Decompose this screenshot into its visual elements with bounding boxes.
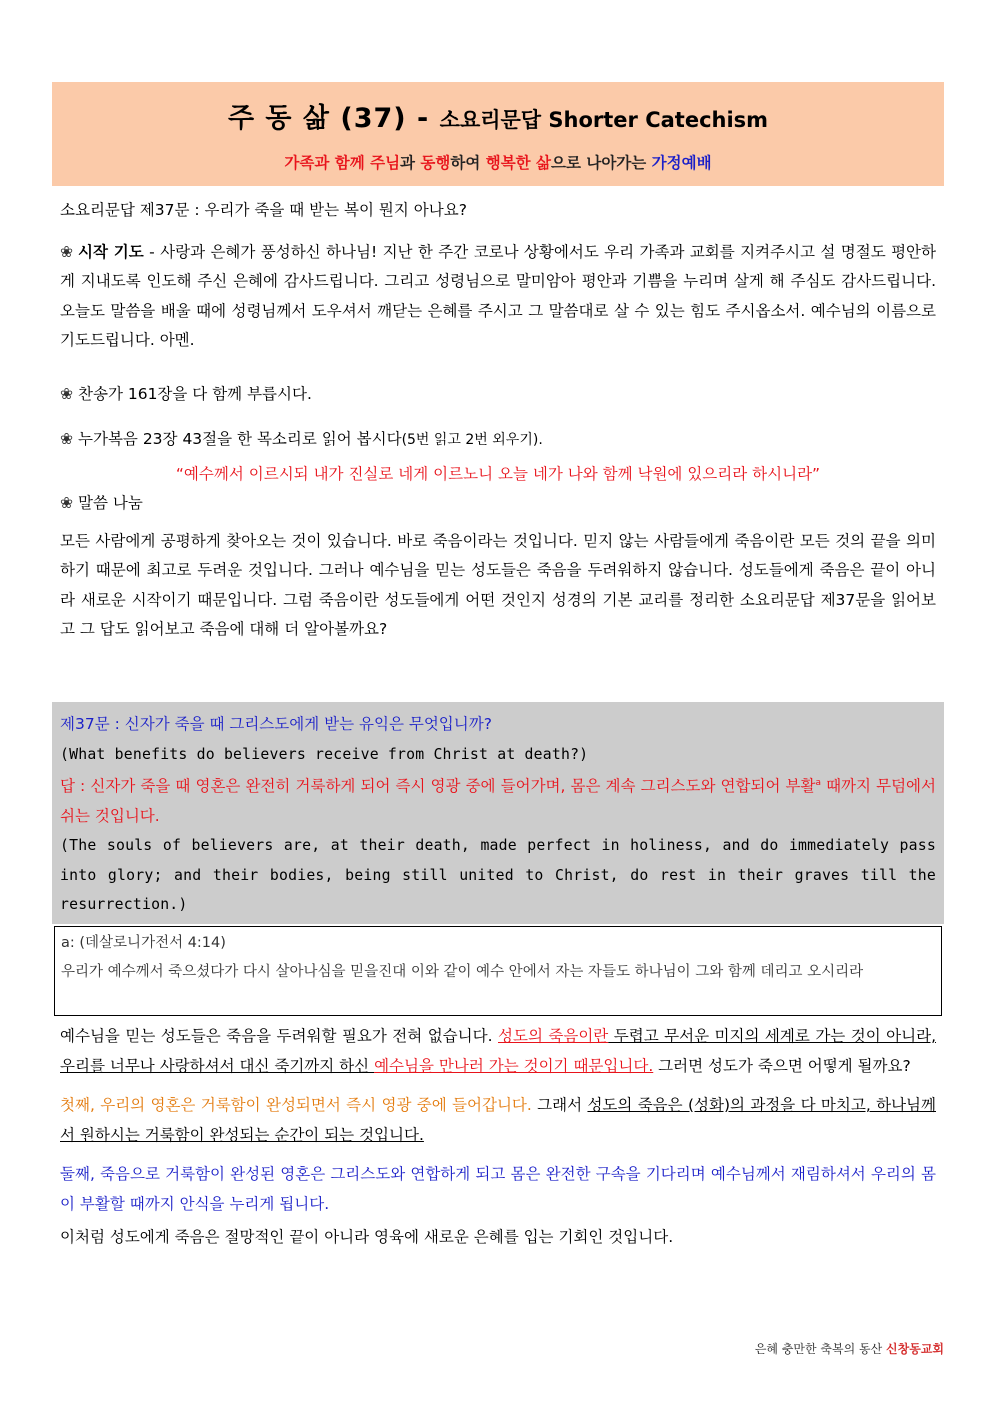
answer-text-2: 때까지 무덤에서 쉬는 것입니다. — [60, 777, 936, 825]
footnote-head: a: (데살로니가전서 4:14) — [61, 935, 226, 951]
first-mid: 그래서 — [531, 1096, 588, 1114]
subtitle-part: 주님 — [370, 154, 401, 172]
footnote-marker: a — [815, 778, 821, 788]
church-name: 신창동교회 — [886, 1342, 944, 1356]
subtitle — [52, 151, 944, 173]
title-sub: 소요리문답 Shorter Catechism — [439, 108, 769, 132]
question-korean: 제37문 : 신자가 죽을 때 그리스도에게 받는 유익은 무엇입니까? — [60, 715, 492, 733]
first-tail: 성도의 죽음은 (성화)의 과정을 다 마치고, 하나님께서 원하시는 거룩함이 완성되는 순간이 되는 것입니다. — [60, 1096, 936, 1144]
subtitle-part: 행복한 삶 — [485, 154, 552, 172]
second-point: 둘째, 죽음으로 거룩함이 완성된 영혼은 그리스도와 연합하게 되고 몸은 완전한 구속을 기다리며 예수님께서 재림하셔서 우리의 몸이 부활할 때까지 안식을 누리게 됩니다. — [60, 1165, 936, 1213]
hymn-text: 찬송가 161장을 다 함께 부릅시다. — [78, 384, 312, 403]
catechism-box — [52, 702, 944, 924]
reading-line — [60, 425, 936, 456]
main-content — [60, 196, 936, 645]
subtitle-part: 함께 — [334, 154, 371, 172]
closing-line: 이처럼 성도에게 죽음은 절망적인 끝이 아니라 영육에 새로운 은혜를 입는 기회인 것입니다. — [60, 1228, 674, 1246]
reading-note: (5번 읽고 2번 외우기). — [401, 432, 543, 448]
subtitle-part: 과 — [400, 154, 421, 172]
hymn-line — [60, 380, 936, 410]
first-lead: 첫째, 우리의 영혼은 거룩함이 완성되면서 즉시 영광 중에 들어갑니다. — [60, 1096, 532, 1114]
explanation — [60, 1022, 936, 1253]
prayer-section — [60, 238, 936, 356]
prayer-text: - 사랑과 은혜가 풍성하신 하나님! 지난 한 주간 코로나 상황에서도 우리 가족과 교회를 지켜주시고 설 명절도 평안하게 지내도록 인도해 주신 은혜에 감사드립니다. 그리고 성령님으로 말미암아 평안과 기쁨을 누리며 살게 해 주심도 감사드립니다. 오늘도 말씀을 배울 때에 성령님께서 도우셔서 깨닫는 은혜를 주시고 그 말씀대로 살 수 있는 힘도 주시옵소서. 예수님의 이름으로 기도드립니다. 아멘. — [60, 242, 937, 349]
sharing-paragraph: 모든 사람에게 공평하게 찾아오는 것이 있습니다. 바로 죽음이라는 것입니다. 믿지 않는 사람들에게 죽음이란 모든 것의 끝을 의미하기 때문에 최고로 두려운 것입니다. 그러나 예수님을 믿는 성도들은 죽음을 두려워하지 않습니다. 성도들에게 죽음은 끝이 아니라 새로운 시작이기 때문입니다. 그럼 죽음이란 성도들에게 어떤 것인지 성경의 기본 교리를 정리한 소요리문답 제37문을 읽어보고 그 답도 읽어보고 죽음에 대해 더 알아볼까요? — [60, 531, 936, 638]
footer-text: 은혜 충만한 축복의 동산 — [754, 1342, 887, 1356]
body-emphasis: 예수님을 만나러 가는 것이기 때문입니다. — [374, 1056, 654, 1075]
reading-main: 누가복음 23장 43절을 한 목소리로 읽어 봅시다 — [78, 430, 402, 448]
body-text: 그러면 성도가 죽으면 어떻게 될까요? — [653, 1056, 911, 1075]
flower-bullet-icon: ❀ — [60, 242, 73, 261]
subtitle-part: 가족과 — [284, 154, 335, 172]
question-english: (What benefits do believers receive from Christ at death?) — [60, 745, 589, 763]
subtitle-part: 동행 — [420, 154, 451, 172]
page-title — [52, 96, 944, 135]
title-main: 주 동 삶 (37) - — [227, 103, 440, 134]
answer-english: (The souls of believers are, at their death, made perfect in holiness, and do immediately pass into glory; and their bodies, being still united to Christ, do rest in their graves till the resurrection.) — [60, 837, 936, 914]
body-paragraph-1 — [60, 1022, 936, 1081]
prayer-label: 시작 기도 — [78, 242, 144, 261]
flower-bullet-icon: ❀ — [60, 430, 73, 448]
footer — [755, 1340, 944, 1357]
scripture-verse: “예수께서 이르시되 내가 진실로 네게 이르노니 오늘 네가 나와 함께 낙원에 있으리라 하시니라” — [175, 464, 821, 483]
footnote-text: 우리가 예수께서 죽으셨다가 다시 살아나심을 믿을진대 이와 같이 예수 안에서 자는 자들도 하나님이 그와 함께 데리고 오시리라 — [61, 964, 864, 980]
body-text: 예수님을 믿는 성도들은 죽음을 두려워할 필요가 전혀 없습니다. — [60, 1027, 498, 1045]
answer-korean — [60, 769, 936, 831]
subtitle-part: 가정예배 — [651, 154, 712, 172]
subtitle-part: 으로 나아가는 — [551, 154, 652, 172]
sharing-heading — [60, 489, 936, 519]
answer-text-1: 답 : 신자가 죽을 때 영혼은 완전히 거룩하게 되어 즉시 영광 중에 들어가며, 몸은 계속 그리스도와 연합되어 부활 — [60, 777, 816, 796]
flower-bullet-icon: ❀ — [60, 384, 73, 403]
body-emphasis: 성도의 죽음이란 — [498, 1027, 609, 1045]
flower-bullet-icon: ❀ — [60, 494, 73, 512]
question-line: 소요리문답 제37문 : 우리가 죽을 때 받는 복이 뭔지 아나요? — [60, 201, 467, 219]
body-text: 두렵고 무서운 미지의 세계로 가는 것이 아니라, 우리를 너무나 사랑하셔서 대신 죽기까지 하신 — [60, 1027, 937, 1075]
header-banner — [52, 82, 944, 186]
subtitle-part: 하여 — [450, 154, 486, 172]
sharing-label: 말씀 나눔 — [78, 494, 143, 512]
first-point — [60, 1091, 936, 1150]
footnote-box — [54, 926, 942, 1016]
